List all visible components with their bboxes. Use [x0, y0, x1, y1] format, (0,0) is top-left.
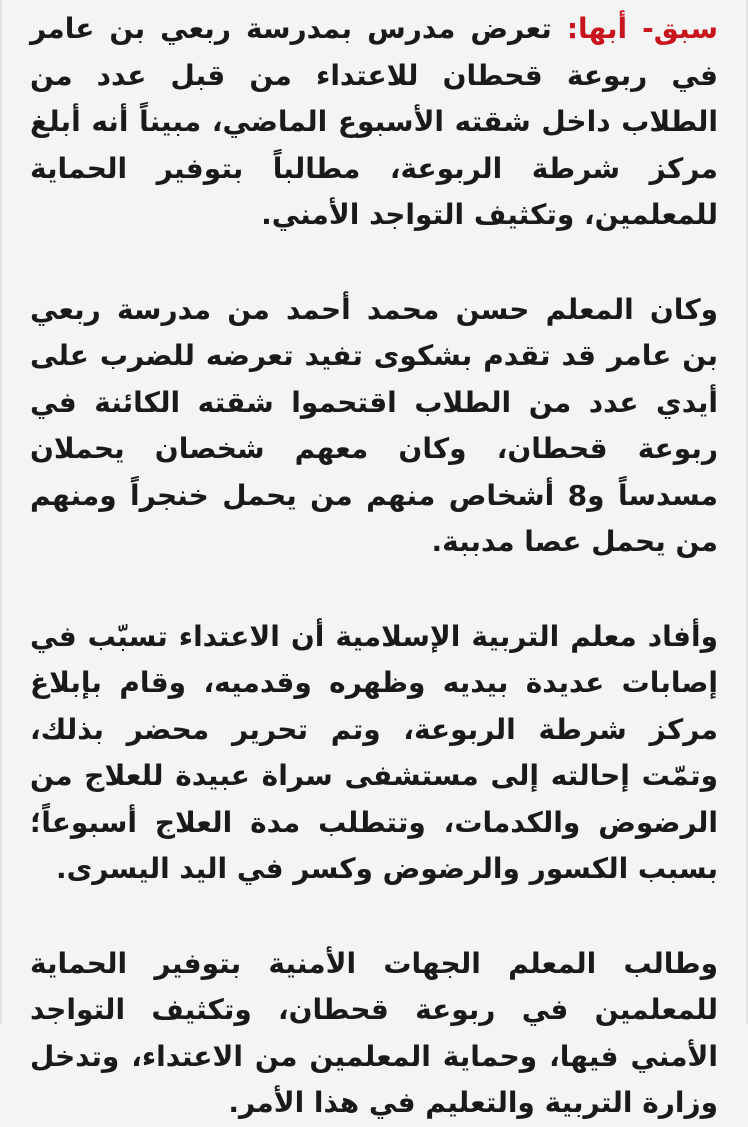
article-paragraph-2: وكان المعلم حسن محمد أحمد من مدرسة ربعي بن عامر قد تقدم بشكوى تفيد تعرضه للضرب على أيدي عدد من الطلاب اقتحموا شقته الكائنة في ربوعة قحطان، وكان معهم شخصان يحملان مسدساً و8 أشخاص منهم من يحمل خنجراً ومنهم من يحمل عصا مدببة.: [30, 292, 719, 558]
article-paragraph-4: وطالب المعلم الجهات الأمنية بتوفير الحماية للمعلمين في ربوعة قحطان، وتكثيف التواجد الأمني فيها، وحماية المعلمين من الاعتداء، وتدخل وزارة التربية والتعليم في هذا الأمر.: [30, 946, 718, 1119]
article-dateline: سبق- أبها:: [566, 12, 719, 45]
paragraph-text: تعرض مدرس بمدرسة ربعي بن عامر في ربوعة قحطان للاعتداء من قبل عدد من الطلاب داخل شقته الأسبوع الماضي، مبيناً أنه أبلغ مركز شرطة الربوعة، مطالباً بتوفير الحماية للمعلمين، وتكثيف التواجد الأمني.: [30, 12, 718, 231]
article-paragraph-3: وأفاد معلم التربية الإسلامية أن الاعتداء تسبّب في إصابات عديدة بيديه وظهره وقدميه، وقام بإبلاغ مركز شرطة الربوعة، وتم تحرير محضر بذلك، وتمّت إحالته إلى مستشفى سراة عبيدة للعلاج من الرضوض والكدمات، وتتطلب مدة العلاج أسبوعاً؛ بسبب الكسور والرضوض وكسر في اليد اليسرى.: [30, 619, 718, 885]
article-paragraph-1: [30, 6, 718, 239]
